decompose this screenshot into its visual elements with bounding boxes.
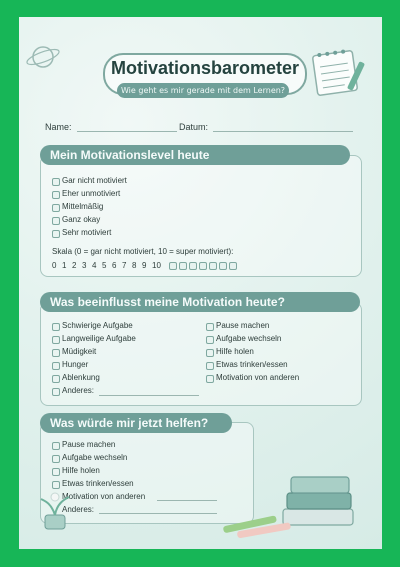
- option-label: Motivation von anderen: [62, 492, 146, 501]
- checkbox-aufgabe-wechseln[interactable]: [206, 336, 214, 344]
- anderes-field[interactable]: [99, 395, 199, 396]
- notepad-icon: [309, 45, 367, 97]
- option-label: Müdigkeit: [62, 347, 97, 356]
- scale-number[interactable]: 9: [142, 261, 147, 270]
- motivation-field[interactable]: [157, 500, 217, 501]
- checkbox-langweilige-aufgabe[interactable]: [52, 336, 60, 344]
- checkbox-trinken-essen[interactable]: [206, 362, 214, 370]
- scale-number[interactable]: 6: [112, 261, 117, 270]
- option-label: Ablenkung: [62, 373, 100, 382]
- page-subtitle: Wie geht es mir gerade mit dem Lernen?: [117, 83, 289, 98]
- scale-number[interactable]: 8: [132, 261, 137, 270]
- checkbox-ablenkung[interactable]: [52, 375, 60, 383]
- option-label: Etwas trinken/essen: [62, 479, 134, 488]
- checkbox-gar-nicht-motiviert[interactable]: [52, 178, 60, 186]
- checkbox-hilfe-holen[interactable]: [206, 349, 214, 357]
- option-label: Aufgabe wechseln: [216, 334, 282, 343]
- scale-label: Skala (0 = gar nicht motiviert, 10 = super motiviert):: [52, 247, 234, 256]
- option-label: Anderes:: [62, 505, 95, 514]
- scale-number[interactable]: 0: [52, 261, 57, 270]
- section-title-motivation-level: Mein Motivationslevel heute: [40, 145, 350, 165]
- option-label: Pause machen: [62, 440, 116, 449]
- anderes-field-help[interactable]: [99, 513, 217, 514]
- checkbox-hunger[interactable]: [52, 362, 60, 370]
- option-label: Sehr motiviert: [62, 228, 112, 237]
- scale-number[interactable]: 10: [152, 261, 161, 270]
- date-field[interactable]: [213, 131, 353, 132]
- crayons-icon: [219, 513, 299, 539]
- option-label: Hilfe holen: [216, 347, 254, 356]
- option-label: Schwierige Aufgabe: [62, 321, 133, 330]
- option-label: Anderes:: [62, 386, 95, 395]
- checkbox-eher-unmotiviert[interactable]: [52, 191, 60, 199]
- checkbox-pause-machen[interactable]: [206, 323, 214, 331]
- scale-number[interactable]: 1: [62, 261, 67, 270]
- checkbox-schwierige-aufgabe[interactable]: [52, 323, 60, 331]
- checkbox-aufgabe-wechseln[interactable]: [52, 455, 60, 463]
- scale-box[interactable]: [199, 262, 207, 270]
- checkbox-anderes[interactable]: [52, 388, 60, 396]
- plant-icon: [35, 485, 75, 533]
- option-label: Pause machen: [216, 321, 270, 330]
- option-label: Gar nicht motiviert: [62, 176, 127, 185]
- name-label: Name:: [45, 122, 72, 132]
- page-title: Motivationsbarometer: [110, 58, 300, 78]
- scale-box[interactable]: [229, 262, 237, 270]
- scale-number[interactable]: 5: [102, 261, 107, 270]
- option-label: Etwas trinken/essen: [216, 360, 288, 369]
- option-label: Ganz okay: [62, 215, 101, 224]
- checkbox-mittelmaessig[interactable]: [52, 204, 60, 212]
- checkbox-motivation-von-anderen[interactable]: [206, 375, 214, 383]
- option-label: Hunger: [62, 360, 89, 369]
- scale-number[interactable]: 2: [72, 261, 77, 270]
- scale-number[interactable]: 7: [122, 261, 127, 270]
- option-label: Langweilige Aufgabe: [62, 334, 136, 343]
- name-field[interactable]: [77, 131, 177, 132]
- scale-box[interactable]: [209, 262, 217, 270]
- scale-box[interactable]: [189, 262, 197, 270]
- checkbox-ganz-okay[interactable]: [52, 217, 60, 225]
- worksheet: [19, 17, 382, 549]
- scale-number[interactable]: 4: [92, 261, 97, 270]
- checkbox-hilfe-holen[interactable]: [52, 468, 60, 476]
- option-label: Eher unmotiviert: [62, 189, 121, 198]
- checkbox-muedigkeit[interactable]: [52, 349, 60, 357]
- checkbox-sehr-motiviert[interactable]: [52, 230, 60, 238]
- planet-icon: [25, 39, 61, 75]
- scale-box[interactable]: [169, 262, 177, 270]
- option-label: Motivation von anderen: [216, 373, 300, 382]
- scale-number[interactable]: 3: [82, 261, 87, 270]
- option-label: Mittelmäßig: [62, 202, 104, 211]
- section-title-help: Was würde mir jetzt helfen?: [40, 413, 232, 433]
- checkbox-pause-machen[interactable]: [52, 442, 60, 450]
- option-label: Aufgabe wechseln: [62, 453, 128, 462]
- date-label: Datum:: [179, 122, 209, 132]
- section-title-influences: Was beeinflusst meine Motivation heute?: [40, 292, 360, 312]
- option-label: Hilfe holen: [62, 466, 100, 475]
- scale-box[interactable]: [179, 262, 187, 270]
- scale-box[interactable]: [219, 262, 227, 270]
